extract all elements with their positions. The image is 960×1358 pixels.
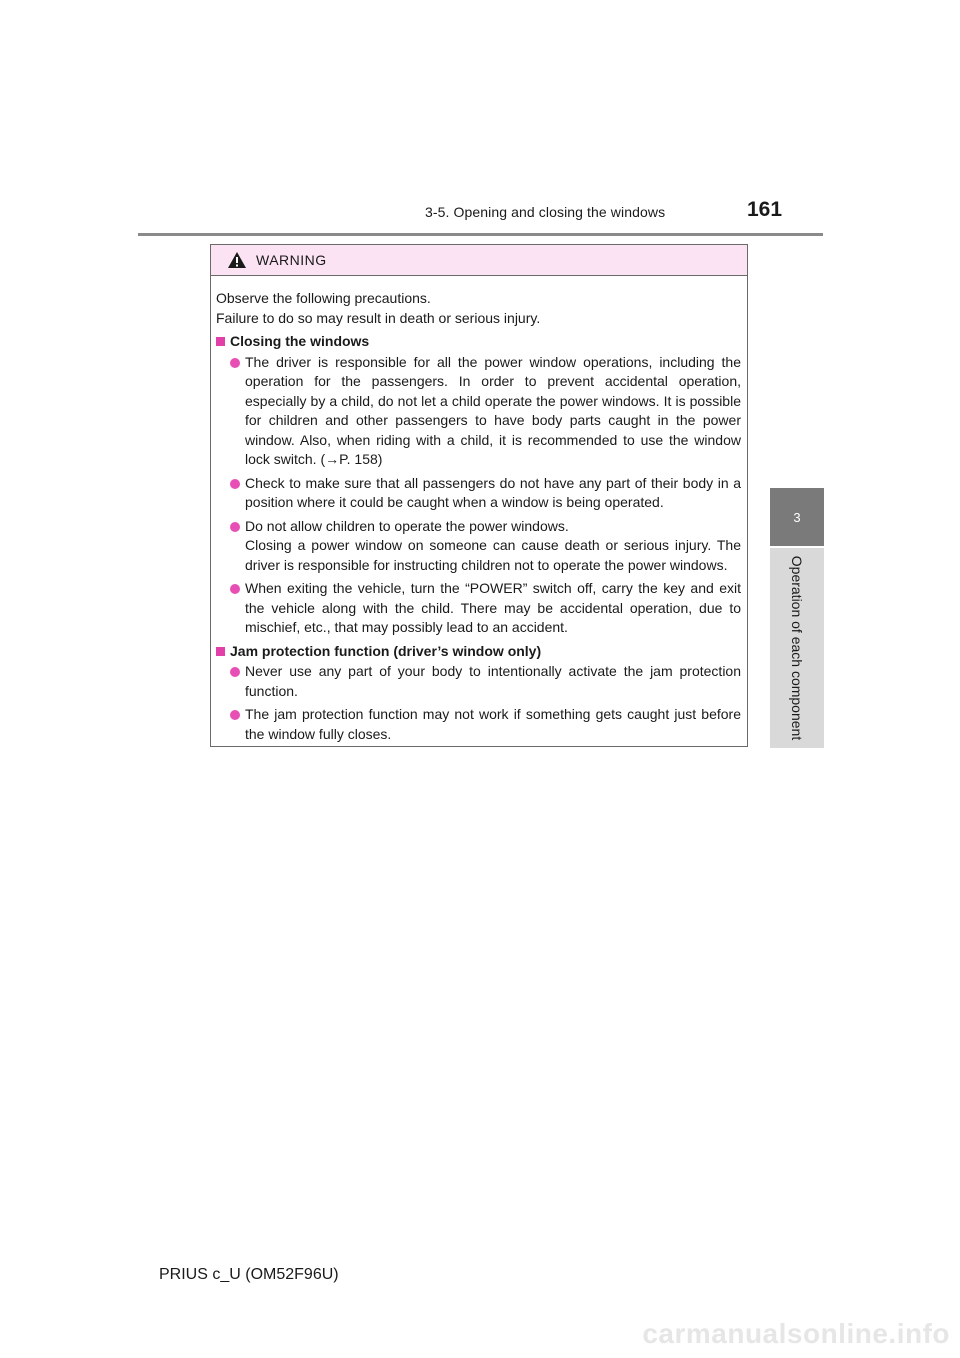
square-bullet-icon — [216, 647, 225, 656]
circle-bullet-icon — [230, 479, 240, 489]
item-text: Do not allow children to operate the power windows. — [245, 517, 569, 534]
header-divider — [138, 233, 823, 236]
footer-model: PRIUS c_U (OM52F96U) — [159, 1266, 339, 1283]
list-item — [216, 517, 741, 576]
item-text: The jam protection function may not work if something gets caught just before the window fully closes. — [245, 706, 741, 742]
square-bullet-icon — [216, 337, 225, 346]
watermark: carmanualsonline.info — [642, 1318, 950, 1349]
section-title: 3-5. Opening and closing the windows — [425, 204, 666, 220]
chapter-tab-number: 3 — [770, 488, 824, 546]
list-item — [216, 474, 741, 513]
intro-line: Observe the following precautions. — [216, 290, 431, 306]
section-heading-label: Closing the windows — [230, 333, 370, 349]
list-item — [216, 353, 741, 470]
circle-bullet-icon — [230, 710, 240, 720]
section-heading-jam-protection — [216, 642, 741, 662]
jam-protection-list — [216, 662, 741, 744]
item-text: Never use any part of your body to intentionally activate the jam protection function. — [245, 663, 741, 699]
item-text: Check to make sure that all passengers do not have any part of their body in a position where it could be caught when a window is being operated. — [245, 474, 741, 510]
closing-windows-list — [216, 353, 741, 638]
warning-triangle-icon — [227, 251, 247, 269]
warning-header — [211, 245, 747, 276]
list-item — [216, 579, 741, 638]
page-number: 161 — [747, 198, 783, 221]
circle-bullet-icon — [230, 584, 240, 594]
section-heading-label: Jam protection function (driver’s window only) — [230, 642, 542, 659]
list-item — [216, 705, 741, 744]
chapter-tab — [770, 548, 824, 748]
warning-title: WARNING — [256, 252, 327, 268]
warning-box — [210, 244, 748, 747]
circle-bullet-icon — [230, 667, 240, 677]
warning-body — [211, 276, 747, 744]
warning-intro — [216, 289, 741, 328]
item-text: Closing a power window on someone can cause death or serious injury. The driver is responsible for instructing children not to operate the power windows. — [245, 537, 741, 573]
circle-bullet-icon — [230, 358, 240, 368]
item-text: The driver is responsible for all the power window operations, including the operation for the passengers. In order to prevent accidental operation, especially by a child, do not let a child operate the power windows. It is possible for children and other passengers to have body parts caught in the power window. Also, when riding with a child, it is recommended to use the window lock switch. (→P. 158) — [245, 353, 741, 467]
chapter-tab-label: Operation of each component — [789, 555, 805, 741]
list-item — [216, 662, 741, 701]
circle-bullet-icon — [230, 522, 240, 532]
section-heading-closing-windows — [216, 332, 741, 352]
intro-line: Failure to do so may result in death or serious injury. — [216, 309, 541, 326]
item-text: When exiting the vehicle, turn the “POWER” switch off, carry the key and exit the vehicle along with the child. There may be accidental operation, due to mischief, etc., that may possibly lead to an accident. — [245, 580, 741, 635]
